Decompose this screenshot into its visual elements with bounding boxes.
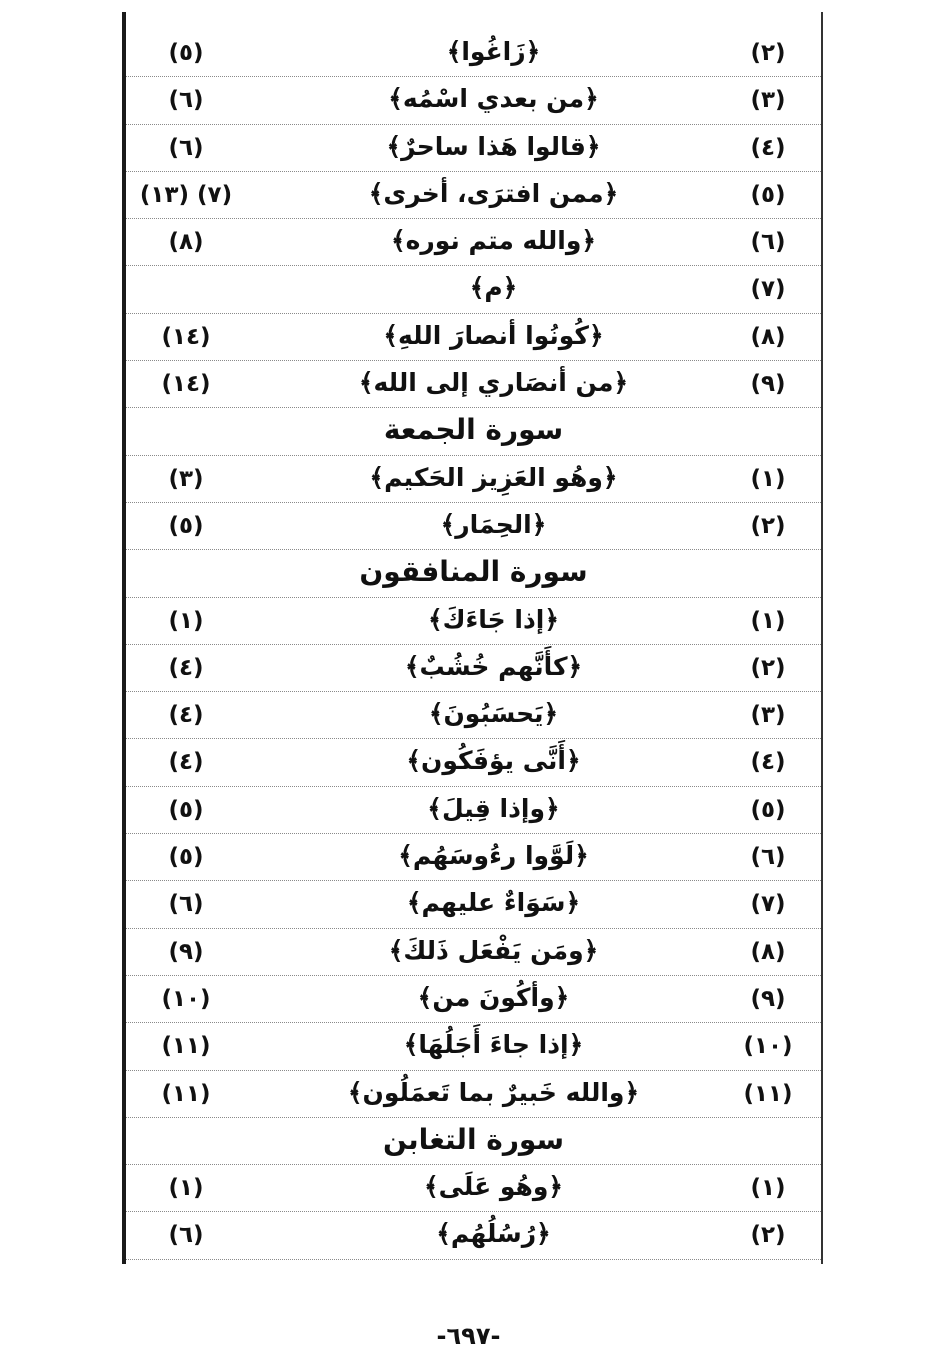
table-row: [126, 976, 821, 1023]
table-row: [126, 881, 821, 928]
page-number: -٦٩٧-: [436, 1322, 501, 1350]
surah-title: سورة الجمعة: [383, 413, 564, 447]
verse-reference: (١): [168, 607, 204, 634]
quran-phrase: ﴿رُسُلُهُم﴾: [436, 1219, 551, 1249]
footnote-number: (٧): [750, 891, 786, 918]
quran-phrase: ﴿ممن افترَى، أخرى﴾: [368, 178, 619, 208]
footnote-number: (٣): [750, 87, 786, 114]
footnote-number: (٦): [750, 229, 786, 256]
footnote-number: (٦): [750, 844, 786, 871]
footnote-number: (١): [750, 607, 786, 634]
surah-title: سورة التغابن: [382, 1122, 565, 1156]
footnote-number: (٩): [750, 985, 786, 1012]
quran-phrase: ﴿يَحسَبُونَ﴾: [428, 699, 559, 729]
verse-reference: (٥): [168, 844, 204, 871]
table-row: [126, 692, 821, 739]
quran-phrase: ﴿م﴾: [469, 273, 518, 303]
footnote-number: (٤): [750, 134, 786, 161]
surah-heading-row: [126, 408, 821, 455]
footnote-number: (١١): [743, 1080, 793, 1107]
table-row: [126, 1212, 821, 1259]
footnote-number: (٢): [750, 654, 786, 681]
table-row: [126, 739, 821, 786]
verse-reference: (٩): [168, 938, 204, 965]
footnote-number: (٢): [750, 1222, 786, 1249]
quran-phrase: ﴿ومَن يَفْعَل ذَلكَ﴾: [388, 935, 599, 965]
verse-reference: (٤): [168, 654, 204, 681]
table-row: [126, 219, 821, 266]
verse-reference: (١٠): [161, 985, 211, 1012]
quran-phrase: ﴿أَنَّى يؤفَكُون﴾: [406, 746, 581, 776]
quran-phrase: ﴿زَاغُوا﴾: [446, 37, 541, 66]
table-row: [126, 598, 821, 645]
table-row: [126, 929, 821, 976]
table-row: [126, 787, 821, 834]
verse-reference: (٦): [168, 134, 204, 161]
verse-reference: (٥): [168, 40, 204, 66]
quran-phrase: ﴿من بعدي اسْمُه﴾: [388, 84, 599, 114]
verse-reference: (٣): [168, 465, 204, 492]
footnote-number: (١): [750, 465, 786, 492]
verse-reference: (٦): [168, 891, 204, 918]
footnote-number: (٣): [750, 702, 786, 729]
verse-reference: (١٤): [161, 371, 211, 398]
table-row: [126, 645, 821, 692]
verse-reference: (٦): [168, 1222, 204, 1249]
quran-phrase: ﴿إذا جاءَ أَجَلُهَا﴾: [403, 1030, 584, 1060]
quran-phrase: ﴿وإذا قِيلَ﴾: [427, 793, 560, 823]
verse-reference: (٨): [168, 229, 204, 256]
table-row: [126, 266, 821, 313]
table-row: [126, 456, 821, 503]
verse-reference: (٥): [168, 796, 204, 823]
footnote-number: (١٠): [743, 1033, 793, 1060]
table-row: [126, 361, 821, 408]
quran-phrase: ﴿والله متم نوره﴾: [390, 226, 597, 256]
surah-title: سورة المنافقون: [359, 555, 588, 589]
verse-reference: (١): [168, 1175, 204, 1202]
quran-phrase: ﴿من أنصَاري إلى الله﴾: [358, 368, 629, 398]
table-row: [126, 1023, 821, 1070]
quran-phrase: ﴿كُونُوا أنصارَ اللهِ﴾: [383, 320, 604, 350]
quran-phrase: ﴿وهُو عَلَى﴾: [423, 1172, 564, 1202]
table-row: [126, 125, 821, 172]
quran-phrase: ﴿كأَنَّهم خُشُبٌ﴾: [404, 651, 583, 681]
table-row: [126, 77, 821, 124]
table-row: [126, 172, 821, 219]
footnote-number: (٢): [750, 40, 786, 66]
verse-reference: (٦): [168, 87, 204, 114]
surah-heading-row: [126, 1118, 821, 1165]
quran-phrase: ﴿والله خَبيرٌ بما تَعمَلُون﴾: [347, 1077, 640, 1107]
footnote-number: (٥): [750, 181, 786, 208]
verse-reference: (٤): [168, 702, 204, 729]
table-row: [126, 314, 821, 361]
table-row: [126, 503, 821, 550]
footnote-number: (١): [750, 1175, 786, 1202]
quran-phrase: ﴿لَوَّوا رءُوسَهُم﴾: [398, 841, 589, 871]
quran-phrase: ﴿وهُو العَزِيز الحَكيم﴾: [369, 462, 618, 492]
verse-reference: (١١): [161, 1080, 211, 1107]
table-row: [126, 30, 821, 77]
footnote-number: (٩): [750, 371, 786, 398]
footnote-number: (٢): [750, 512, 786, 539]
table-row: [126, 1071, 821, 1118]
footnote-number: (٨): [750, 938, 786, 965]
footnote-number: (٥): [750, 796, 786, 823]
quran-phrase: ﴿قالوا هَذا ساحرٌ﴾: [386, 131, 601, 161]
verse-reference: (٧) (١٣): [139, 181, 233, 208]
verse-reference: (٤): [168, 749, 204, 776]
quran-phrase: ﴿إذا جَاءَكَ﴾: [427, 604, 560, 634]
quran-phrase: ﴿سَوَاءٌ عليهم﴾: [406, 888, 581, 918]
footnote-number: (٤): [750, 749, 786, 776]
quran-phrase: ﴿الحِمَار﴾: [440, 509, 547, 539]
verse-reference: (١٤): [161, 323, 211, 350]
table-row: [126, 1165, 821, 1212]
footnote-number: (٨): [750, 323, 786, 350]
index-table: [126, 30, 821, 1260]
table-row: [126, 834, 821, 881]
quran-phrase: ﴿وأكُونَ من﴾: [417, 982, 570, 1012]
verse-reference: (٥): [168, 512, 204, 539]
surah-heading-row: [126, 550, 821, 597]
verse-reference: (١١): [161, 1033, 211, 1060]
footnote-number: (٧): [750, 276, 786, 303]
